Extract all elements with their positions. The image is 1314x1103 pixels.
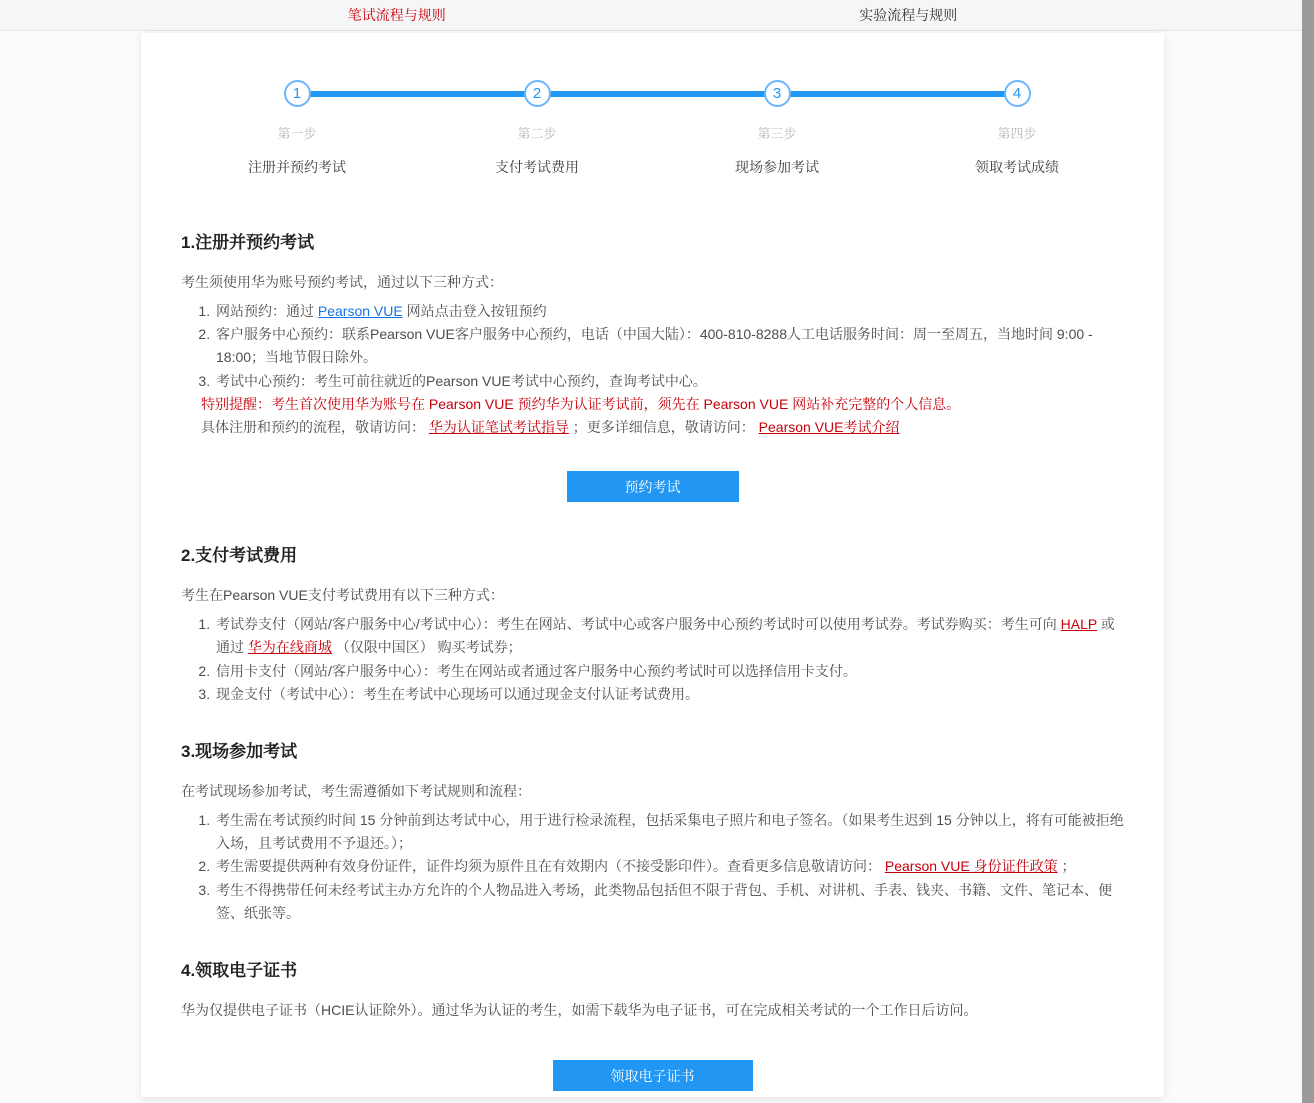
inline-link[interactable]: Pearson VUE 身份证件政策 — [884, 858, 1058, 875]
section-2-list — [181, 613, 1124, 706]
text-segment: ；更多详细信息，敬请访问： — [568, 419, 759, 436]
text-segment: 或通过 — [216, 616, 1115, 656]
step-2 — [417, 80, 657, 177]
section-4-heading: 4.领取电子证书 — [181, 961, 298, 981]
section-1-intro: 考生须使用华为账号预约考试，通过以下三种方式： — [181, 274, 503, 290]
content-card — [141, 33, 1164, 1097]
step-2-name: 第二步 — [517, 126, 557, 141]
step-3-circle: 3 — [764, 80, 791, 107]
step-2-circle: 2 — [524, 80, 551, 107]
text-segment: 网站预约：通过 — [216, 303, 318, 319]
tab-group — [141, 0, 1164, 30]
list-item — [214, 809, 1124, 855]
step-1-title: 注册并预约考试 — [248, 159, 346, 175]
step-1 — [177, 80, 417, 177]
inline-link[interactable]: HALP — [1060, 616, 1097, 633]
inline-link[interactable]: Pearson VUE考试介绍 — [758, 419, 900, 436]
step-3 — [657, 80, 897, 177]
text-segment: 信用卡支付（网站/客户服务中心）：考生在网站或者通过客户服务中心预约考试时可以选择信用卡支付。 — [216, 662, 857, 679]
text-segment: 具体注册和预约的流程，敬请访问： — [201, 419, 429, 436]
step-4-title: 领取考试成绩 — [975, 159, 1059, 175]
sections-content — [141, 231, 1164, 1091]
inline-link[interactable]: Pearson VUE — [317, 303, 403, 319]
text-segment: 考试券支付（网站/客户服务中心/考试中心）：考生在网站、考试中心或客户服务中心预约考试时可以使用考试券。考试券购买：考生可向 — [216, 616, 1061, 633]
step-2-title: 支付考试费用 — [495, 159, 579, 175]
stepper — [177, 80, 1137, 177]
section-4-intro: 华为仅提供电子证书（HCIE认证除外）。通过华为认证的考生，如需下载华为电子证书，可在完成相关考试的一个工作日后访问。 — [181, 1002, 978, 1019]
text-segment: （仅限中国区） 购买考试券； — [331, 639, 522, 656]
step-3-name: 第三步 — [757, 126, 797, 141]
text-segment: 现金支付（考试中心）：考生在考试中心现场可以通过现金支付认证考试费用。 — [216, 685, 699, 702]
stepper-steps — [177, 80, 1137, 177]
text-segment: 考试中心预约：考生可前往就近的Pearson VUE考试中心预约，查询考试中心。 — [216, 372, 707, 389]
tab-bar — [0, 0, 1314, 31]
list-item — [214, 660, 1124, 683]
book-exam-button[interactable]: 预约考试 — [567, 471, 739, 502]
list-item — [214, 879, 1124, 925]
inline-link[interactable]: 华为在线商城 — [247, 639, 332, 656]
section-1-heading: 1.注册并预约考试 — [181, 233, 315, 252]
get-ecertificate-button[interactable]: 领取电子证书 — [553, 1060, 753, 1091]
step-3-title: 现场参加考试 — [735, 159, 819, 175]
list-item — [214, 683, 1124, 706]
tab-written-exam-process[interactable]: 笔试流程与规则 — [347, 7, 446, 23]
step-1-circle: 1 — [284, 80, 311, 107]
section-1-list — [181, 300, 1124, 393]
text-segment: 考生需在考试预约时间 15 分钟前到达考试中心，用于进行检录流程，包括采集电子照片和电子签名。（如果考生迟到 15 分钟以上，将有可能被拒绝入场，且考试费用不予退还。）； — [216, 812, 1124, 852]
list-item — [214, 323, 1124, 369]
list-item — [214, 370, 1124, 393]
section-2-heading: 2.支付考试费用 — [181, 546, 298, 566]
section-1-more-info-line — [181, 416, 1124, 439]
section-3-intro: 在考试现场参加考试，考生需遵循如下考试规则和流程： — [181, 783, 531, 800]
text-segment: 网站点击登入按钮预约 — [402, 303, 547, 319]
text-segment: 考生需要提供两种有效身份证件，证件均须为原件且在有效期内（不接受影印件）。查看更多信息敬请访问： — [216, 858, 885, 875]
list-item — [214, 855, 1124, 878]
text-segment: 客户服务中心预约：联系Pearson VUE客户服务中心预约，电话（中国大陆）：400-810-8288人工电话服务时间：周一至周五，当地时间 9:00 - 18:00；当地节假日除外。 — [216, 326, 1093, 366]
text-segment: ； — [1057, 858, 1076, 875]
text-segment: 特别提醒：考生首次使用华为账号在 Pearson VUE 预约华为认证考试前，须先在 Pearson VUE 网站补充完整的个人信息。 — [201, 395, 961, 412]
inline-link[interactable]: 华为认证笔试考试指导 — [428, 419, 569, 436]
step-4 — [897, 80, 1137, 177]
tab-lab-exam-process[interactable]: 实验流程与规则 — [859, 7, 958, 23]
step-4-circle: 4 — [1004, 80, 1031, 107]
text-segment: 考生不得携带任何未经考试主办方允许的个人物品进入考场，此类物品包括但不限于背包、手机、对讲机、手表、钱夹、书籍、文件、笔记本、便签、纸张等。 — [216, 881, 1112, 921]
step-4-name: 第四步 — [997, 126, 1037, 141]
step-1-name: 第一步 — [277, 126, 317, 141]
scrollbar[interactable] — [1302, 0, 1314, 1103]
section-3-list — [181, 809, 1124, 925]
section-3-heading: 3.现场参加考试 — [181, 742, 298, 762]
section-2-intro: 考生在Pearson VUE支付考试费用有以下三种方式： — [181, 587, 504, 604]
list-item — [214, 613, 1124, 659]
list-item — [214, 300, 1124, 323]
section-1-special-reminder — [181, 393, 1124, 416]
